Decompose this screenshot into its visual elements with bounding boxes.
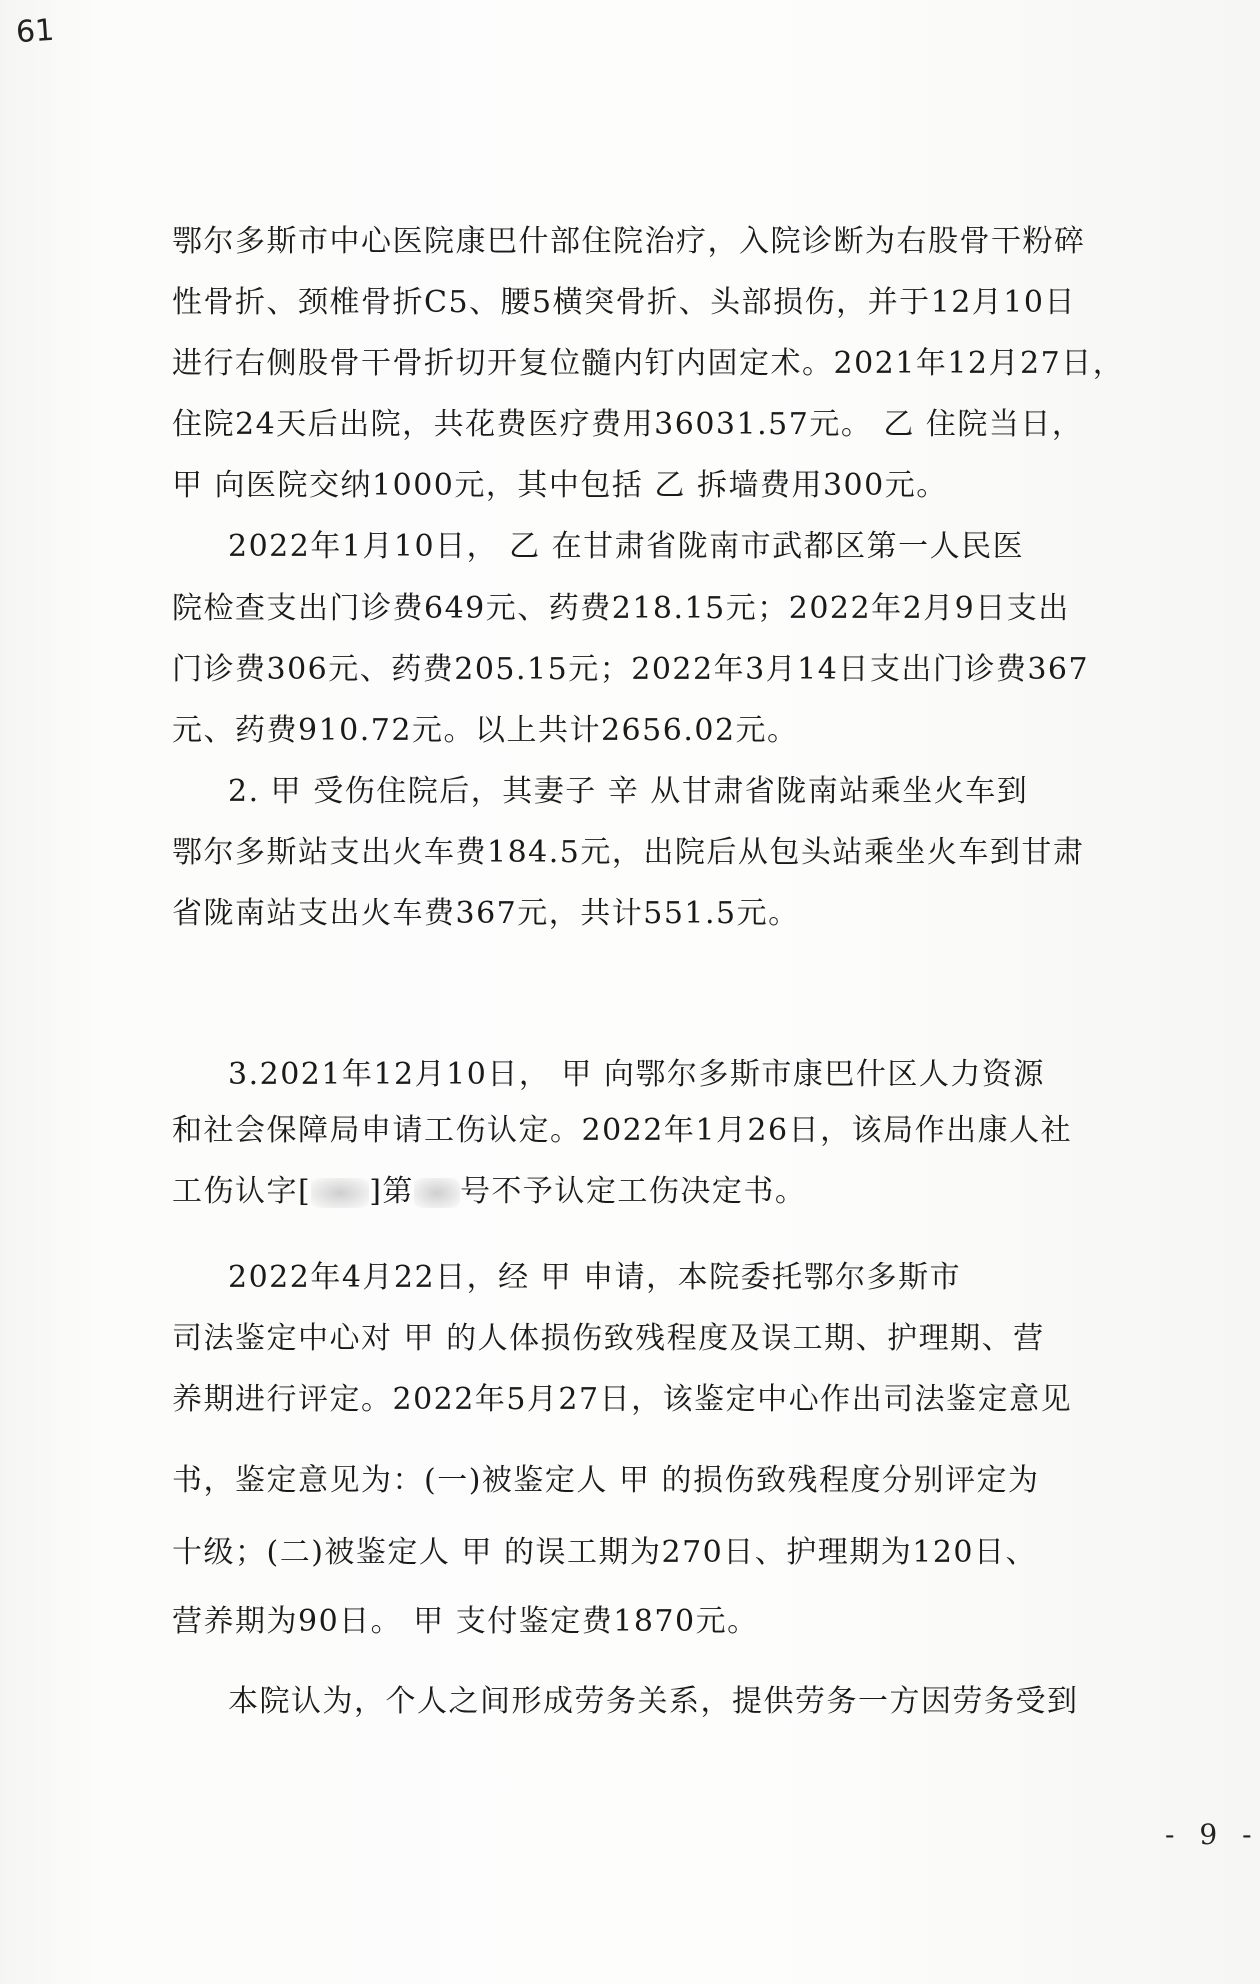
redacted-blur [311,1178,369,1208]
text-line: 司法鉴定中心对 甲 的人体损伤致残程度及误工期、护理期、营 [172,1321,1045,1356]
text-line: 住院24天后出院，共花费医疗费用36031.57元。 乙 住院当日， [172,407,1084,442]
text-line: 鄂尔多斯市中心医院康巴什部住院治疗，入院诊断为右股骨干粉碎 [172,224,1086,259]
text-line: 进行右侧股骨干骨折切开复位髓内钉内固定术。2021年12月27日， [172,346,1125,381]
text-line: 性骨折、颈椎骨折C5、腰5横突骨折、头部损伤，并于12月10日 [172,285,1076,320]
text-line: 鄂尔多斯站支出火车费184.5元，出院后从包头站乘坐火车到甘肃 [172,835,1085,870]
page-number: - 9 - [1165,1818,1260,1851]
text-line: 3.2021年12月10日， 甲 向鄂尔多斯市康巴什区人力资源 [228,1057,1045,1092]
text-line: 2. 甲 受伤住院后，其妻子 辛 从甘肃省陇南站乘坐火车到 [228,774,1029,809]
redacted-blur [414,1178,460,1208]
text-line: 营养期为90日。 甲 支付鉴定费1870元。 [172,1604,759,1639]
redacted-prefix: 工伤认字[ [172,1174,312,1209]
text-line: 和社会保障局申请工伤认定。2022年1月26日，该局作出康人社 [172,1113,1073,1148]
text-line: 省陇南站支出火车费367元，共计551.5元。 [172,896,800,931]
text-line: 院检查支出门诊费649元、药费218.15元；2022年2月9日支出 [172,591,1070,626]
redacted-middle: ]第 [369,1174,414,1209]
redacted-suffix: 号不予认定工伤决定书。 [459,1174,807,1209]
text-line: 十级；(二)被鉴定人 甲 的误工期为270日、护理期为120日、 [172,1535,1038,1570]
text-line: 养期进行评定。2022年5月27日，该鉴定中心作出司法鉴定意见 [172,1382,1073,1417]
text-line: 甲 向医院交纳1000元，其中包括 乙 拆墙费用300元。 [172,468,948,503]
text-line: 元、药费910.72元。以上共计2656.02元。 [172,713,799,748]
text-line: 2022年4月22日，经 甲 申请，本院委托鄂尔多斯市 [228,1260,962,1295]
text-line-redacted [172,1172,1232,1212]
handwritten-page-mark: 61 [14,12,56,51]
text-line: 本院认为，个人之间形成劳务关系，提供劳务一方因劳务受到 [228,1684,1079,1719]
text-line: 门诊费306元、药费205.15元；2022年3月14日支出门诊费367 [172,652,1090,687]
text-line: 书，鉴定意见为：(一)被鉴定人 甲 的损伤致残程度分别评定为 [172,1463,1040,1498]
text-line: 2022年1月10日， 乙 在甘肃省陇南市武都区第一人民医 [228,529,1025,564]
